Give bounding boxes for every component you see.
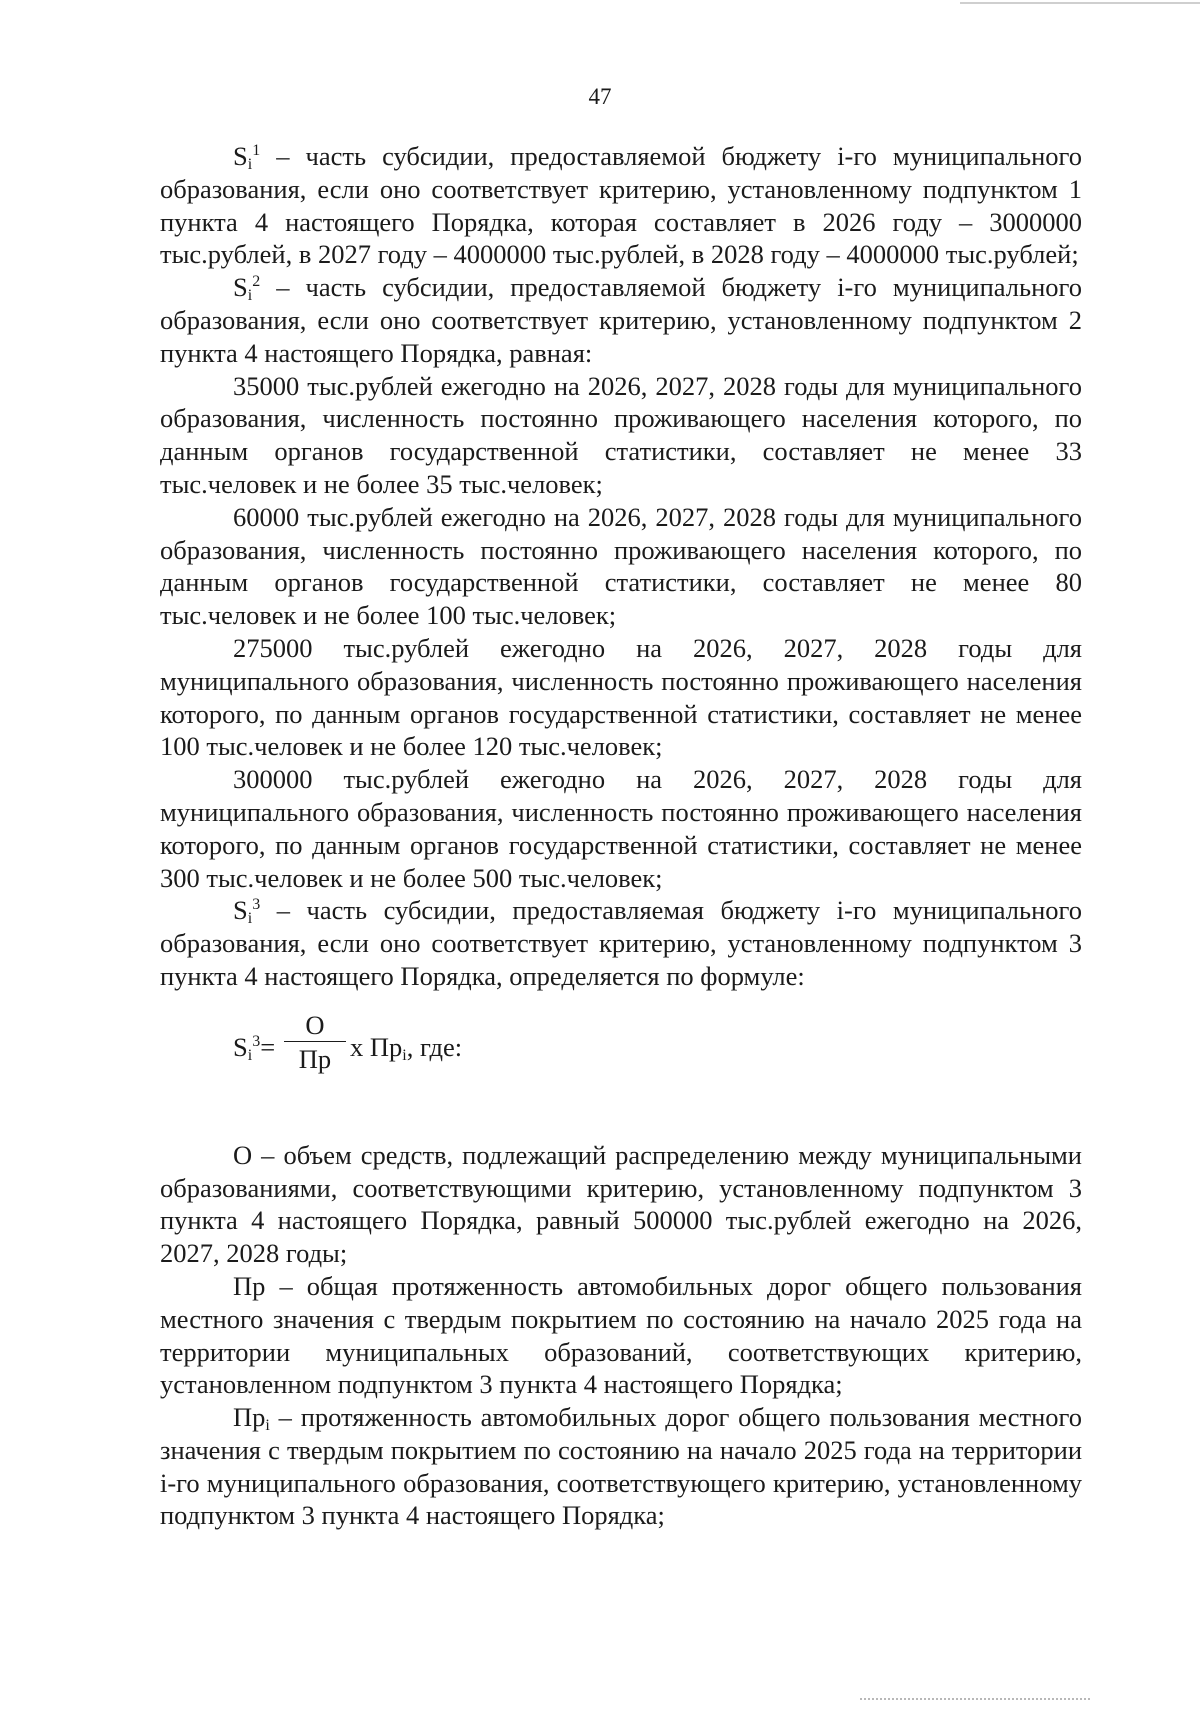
superscript: 1	[252, 142, 261, 159]
formula-rhs-text: х Пр	[350, 1031, 403, 1062]
paragraph-s2	[160, 271, 1082, 369]
superscript: 2	[252, 273, 261, 291]
paragraph-text: – часть субсидии, предоставляемая бюджету i-го муниципального образования, если оно соответствует критерию, установленному подпунктом 3 пункта 4 настоящего Порядка, определяется по формуле:	[160, 895, 1082, 991]
definition-pri	[160, 1401, 1082, 1532]
subscript: i	[247, 156, 253, 173]
formula-symbol: S	[233, 1031, 248, 1062]
definition-text: – общая протяженность автомобильных дорог общего пользования местного значения с твердым покрытием по состоянию на начало 2025 года на территории муниципальных образований, соответствующих критерию, установленном подпунктом 3 пункта 4 настоящего Порядка;	[160, 1270, 1082, 1400]
definition-text: – протяженность автомобильных дорог общего пользования местного значения с твердым покрытием по состоянию на начало 2025 года на территории i-го муниципального образования, соответствующего критерию, установленному подпунктом 3 пункта 4 настоящего Порядка;	[160, 1402, 1082, 1531]
formula-equals: =	[260, 1031, 276, 1062]
formula-rhs-subscript: i	[402, 1046, 407, 1064]
paragraph-60000: 60000 тыс.рублей ежегодно на 2026, 2027, 2028 годы для муниципального образования, численность постоянно проживающего населения которого, по данным органов государственной статистики, составляет не менее 80 тыс.человек и не более 100 тыс.человек;	[160, 501, 1082, 631]
definition-symbol: О	[233, 1139, 253, 1170]
subscript: i	[247, 910, 253, 928]
paragraph-s1	[160, 140, 1082, 271]
document-body	[160, 140, 1082, 1532]
subscript: i	[247, 287, 253, 305]
definition-o	[160, 1139, 1082, 1270]
fraction-numerator: О	[284, 1009, 346, 1042]
symbol: S	[233, 272, 248, 303]
scan-top-edge	[960, 2, 1200, 4]
definition-subscript: i	[265, 1417, 270, 1435]
formula	[160, 1009, 1082, 1089]
fraction-denominator: Пр	[298, 1043, 332, 1074]
formula-lhs	[233, 1031, 275, 1064]
formula-rhs	[350, 1031, 462, 1064]
formula-fraction	[284, 1009, 346, 1076]
symbol: S	[233, 141, 248, 171]
paragraph-35000: 35000 тыс.рублей ежегодно на 2026, 2027, 2028 годы для муниципального образования, численность постоянно проживающего населения которого, по данным органов государственной статистики, составляет не менее 33 тыс.человек и не более 35 тыс.человек;	[160, 370, 1082, 499]
definition-text: – объем средств, подлежащий распределению между муниципальными образованиями, соответствующими критерию, установленному подпунктом 3 пункта 4 настоящего Порядка, равный 500000 тыс.рублей ежегодно на 2026, 2027, 2028 годы;	[160, 1139, 1082, 1269]
paragraph-300000: 300000 тыс.рублей ежегодно на 2026, 2027, 2028 годы для муниципального образования, численность постоянно проживающего населения которого, по данным органов государственной статистики, составляет не менее 300 тыс.человек и не более 500 тыс.человек;	[160, 764, 1082, 893]
formula-superscript: 3	[252, 1032, 261, 1050]
paragraph-s3	[160, 894, 1082, 992]
paragraph-text: – часть субсидии, предоставляемой бюджету i-го муниципального образования, если оно соответствует критерию, установленному подпунктом 1 пункта 4 настоящего Порядка, которая составляет в 2026 году – 3000000 тыс.рублей, в 2027 году – 4000000 тыс.рублей, в 2028 году – 4000000 тыс.рублей;	[160, 141, 1082, 270]
formula-subscript: i	[247, 1046, 253, 1064]
superscript: 3	[252, 896, 261, 914]
definition-pr	[160, 1270, 1082, 1401]
formula-rhs-tail: , где:	[406, 1031, 463, 1062]
definition-symbol: Пр	[233, 1270, 266, 1301]
paragraph-text: – часть субсидии, предоставляемой бюджету i-го муниципального образования, если оно соответствует критерию, установленному подпунктом 2 пункта 4 настоящего Порядка, равная:	[160, 272, 1082, 368]
page-number: 47	[588, 84, 612, 109]
definition-symbol: Пр	[233, 1402, 266, 1433]
paragraph-275000: 275000 тыс.рублей ежегодно на 2026, 2027, 2028 годы для муниципального образования, численность постоянно проживающего населения которого, по данным органов государственной статистики, составляет не менее 100 тыс.человек и не более 120 тыс.человек;	[160, 632, 1082, 762]
scan-bottom-edge	[860, 1698, 1090, 1702]
symbol: S	[233, 895, 248, 926]
